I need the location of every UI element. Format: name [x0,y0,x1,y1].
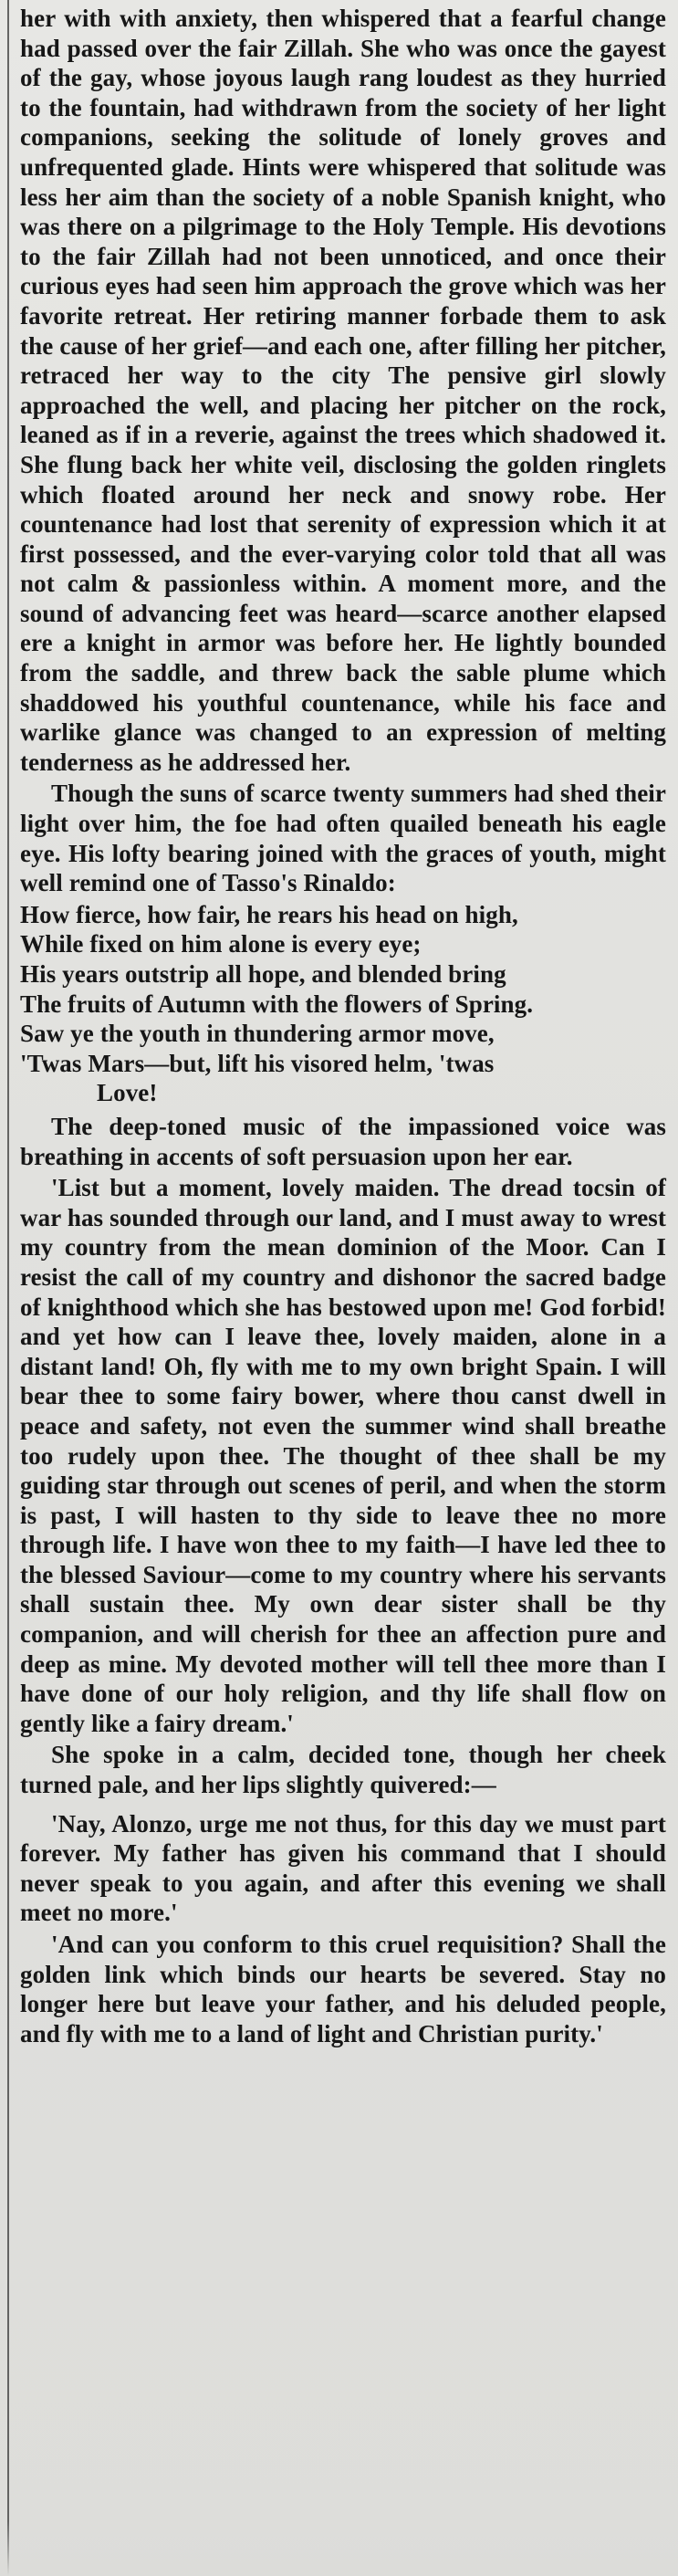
poem-line: While fixed on him alone is every eye; [20,930,422,958]
paragraph-deep-toned-music: The deep-toned music of the impassioned voice was breathing in accents of soft persuasion upon her ear. [20,1112,666,1170]
poem-line: His years outstrip all hope, and blended bring [20,960,506,988]
article-column [20,4,666,2050]
poem-tasso-rinaldo [20,900,666,1108]
paragraph-knight-plea: 'And can you conform to this cruel requisition? Shall the golden link which binds our hearts be severed. Stay no longer here but leave your father, and his deluded people, and fly with me to a land of light and Christian purity.' [20,1931,666,2047]
paragraph-knight-speech: 'List but a moment, lovely maiden. The dread tocsin of war has sounded through our land, and I must away to wrest my country from the mean dominion of the Moor. Can I resist the call of my country and dishonor the sacred badge of knighthood which she has bestowed upon me! God forbid! and yet how can I leave thee, lovely maiden, alone in a distant land! Oh, fly with me to my own bright Spain. I will bear thee to some fairy bower, where thou canst dwell in peace and safety, not even the summer wind shall breathe too rudely upon thee. The thought of thee shall be my guiding star through out scenes of peril, and when the storm is past, I will hasten to thy side to leave thee no more through life. I have won thee to my faith—I have led thee to the blessed Saviour—come to my country where his servants shall sustain thee. My own dear sister shall be thy companion, and will cherish for thee an affection pure and deep as mine. My devoted mother will tell thee more than I have done of our holy religion, and thy life shall flow on gently like a fairy dream.' [20,1174,666,1737]
paragraph-zillah-reply: 'Nay, Alonzo, urge me not thus, for this day we must part forever. My father has given his command that I should never speak to you again, and after this evening we shall meet no more.' [20,1809,666,1927]
poem-line: Saw ye the youth in thundering armor move, [20,1020,495,1048]
poem-line: Love! [97,1079,158,1107]
poem-line: How fierce, how fair, he rears his head on high, [20,900,518,928]
paragraph-knight-description: Though the suns of scarce twenty summers had shed their light over him, the foe had often quailed beneath his eagle eye. His lofty bearing joined with the graces of youth, might well remind one of Tasso's Rinaldo: [20,780,666,897]
paragraph-zillah-change: her with with anxiety, then whispered that a fearful change had passed over the fair Zillah. She who was once the gayest of the gay, whose joyous laugh rang loudest as they hurried to the fountain, had withdrawn from the society of her light companions, seeking the solitude of lonely groves and unfrequented glade. Hints were whispered that solitude was less her aim than the society of a noble Spanish knight, who was there on a pilgrimage to the Holy Temple. His devotions to the fair Zillah had not been unnoticed, and once their curious eyes had seen him approach the grove which was her favorite retreat. Her retiring manner forbade them to ask the cause of her grief—and each one, after filling her pitcher, retraced her way to the city The pensive girl slowly approached the well, and placing her pitcher on the rock, leaned as if in a reverie, against the trees which shadowed it. She flung back her white veil, disclosing the golden ringlets which floated around her neck and snowy robe. Her countenance had lost that serenity of expression which it at first possessed, and the ever-varying color told that all was not calm & passionless within. A moment more, and the sound of advancing feet was heard—scarce another elapsed ere a knight in armor was before her. He lightly bounded from the saddle, and threw back the sable plume which shaddowed his youthful countenance, while his face and warlike glance was changed to an expression of melting tenderness as he addressed her. [20,5,666,776]
paragraph-calm-tone: She spoke in a calm, decided tone, though her cheek turned pale, and her lips slightly quivered:— [20,1741,666,1799]
poem-line: 'Twas Mars—but, lift his visored helm, 'twas [20,1049,495,1077]
column-rule [7,0,9,2576]
page-bottom-edge [0,2521,678,2576]
poem-line: The fruits of Autumn with the flowers of Spring. [20,990,534,1018]
